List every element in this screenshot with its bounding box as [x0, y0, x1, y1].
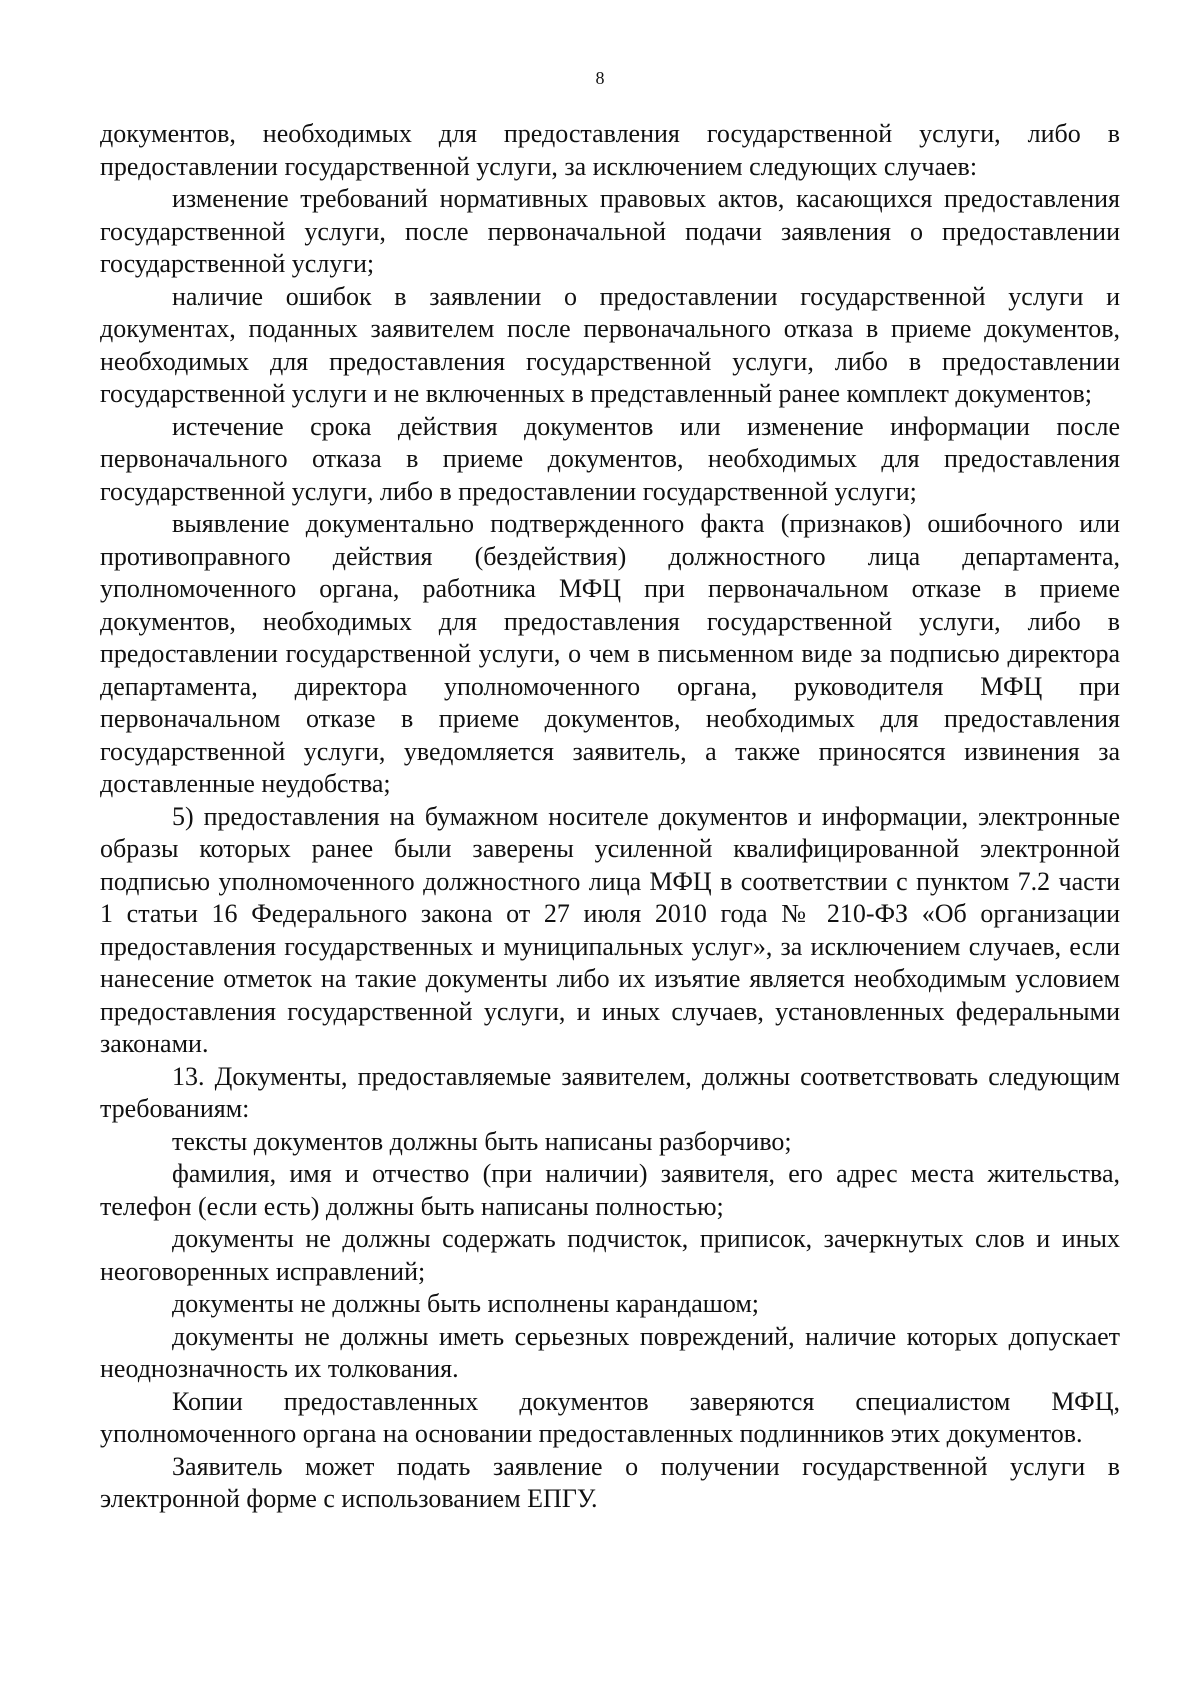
paragraph-errors-in-application: наличие ошибок в заявлении о предоставлении государственной услуги и документах, поданных заявителем после первоначального отказа в приеме документов, необходимых для предоставления государственной услуги, либо в предоставлении государственной услуги и не включенных в представленный ранее комплект документов; [100, 281, 1120, 408]
paragraph-official-misconduct: выявление документально подтвержденного факта (признаков) ошибочного или противоправного действия (бездействия) должностного лица департамента, уполномоченного органа, работника МФЦ при первоначальном отказе в приеме документов, необходимых для предоставления государственной услуги, либо в предоставлении государственной услуги, о чем в письменном виде за подписью директора департамента, директора уполномоченного органа, руководителя МФЦ при первоначальном отказе в приеме документов, необходимых для предоставления государственной услуги, уведомляется заявитель, а также приносятся извинения за доставленные неудобства; [100, 509, 1120, 798]
paragraph-requirement-no-pencil: документы не должны быть исполнены карандашом; [172, 1289, 760, 1318]
paragraph-document-expiry: истечение срока действия документов или изменение информации после первоначального отказа в приеме документов, необходимых для предоставления государственной услуги, либо в предоставлении государственной услуги; [100, 411, 1120, 506]
paragraph-requirement-legible: тексты документов должны быть написаны разборчиво; [172, 1126, 792, 1156]
page-number: 8 [595, 68, 605, 88]
document-body [100, 118, 1120, 1516]
paragraph-requirement-no-erasures: документы не должны содержать подчисток, приписок, зачеркнутых слов и иных неоговоренных исправлений; [100, 1224, 1120, 1286]
paragraph-continuation: документов, необходимых для предоставления государственной услуги, либо в предоставлении государственной услуги, за исключением следующих случаев: [100, 119, 1120, 181]
paragraph-requirement-no-damage: документы не должны иметь серьезных повреждений, наличие которых допускает неоднозначность их толкования. [100, 1321, 1120, 1383]
paragraph-electronic-application: Заявитель может подать заявление о получении государственной услуги в электронной форме с использованием ЕПГУ. [100, 1451, 1120, 1513]
paragraph-requirements-change: изменение требований нормативных правовых актов, касающихся предоставления государственной услуги, после первоначальной подачи заявления о предоставлении государственной услуги; [100, 184, 1120, 278]
paragraph-copies-certification: Копии предоставленных документов заверяются специалистом МФЦ, уполномоченного органа на основании предоставленных подлинников этих документов. [100, 1386, 1120, 1448]
paragraph-requirement-full-name: фамилия, имя и отчество (при наличии) заявителя, его адрес места жительства, телефон (если есть) должны быть написаны полностью; [100, 1159, 1120, 1221]
paragraph-item-13: 13. Документы, предоставляемые заявителем, должны соответствовать следующим требованиям: [100, 1061, 1120, 1123]
paragraph-item-5: 5) предоставления на бумажном носителе документов и информации, электронные образы которых ранее были заверены усиленной квалифицированной электронной подписью уполномоченного должностного лица МФЦ в соответствии с пунктом 7.2 части 1 статьи 16 Федерального закона от 27 июля 2010 года № 210-ФЗ «Об организации предоставления государственных и муниципальных услуг», за исключением случаев, если нанесение отметок на такие документы либо их изъятие является необходимым условием предоставления государственной услуги, и иных случаев, установленных федеральными законами. [100, 801, 1120, 1058]
